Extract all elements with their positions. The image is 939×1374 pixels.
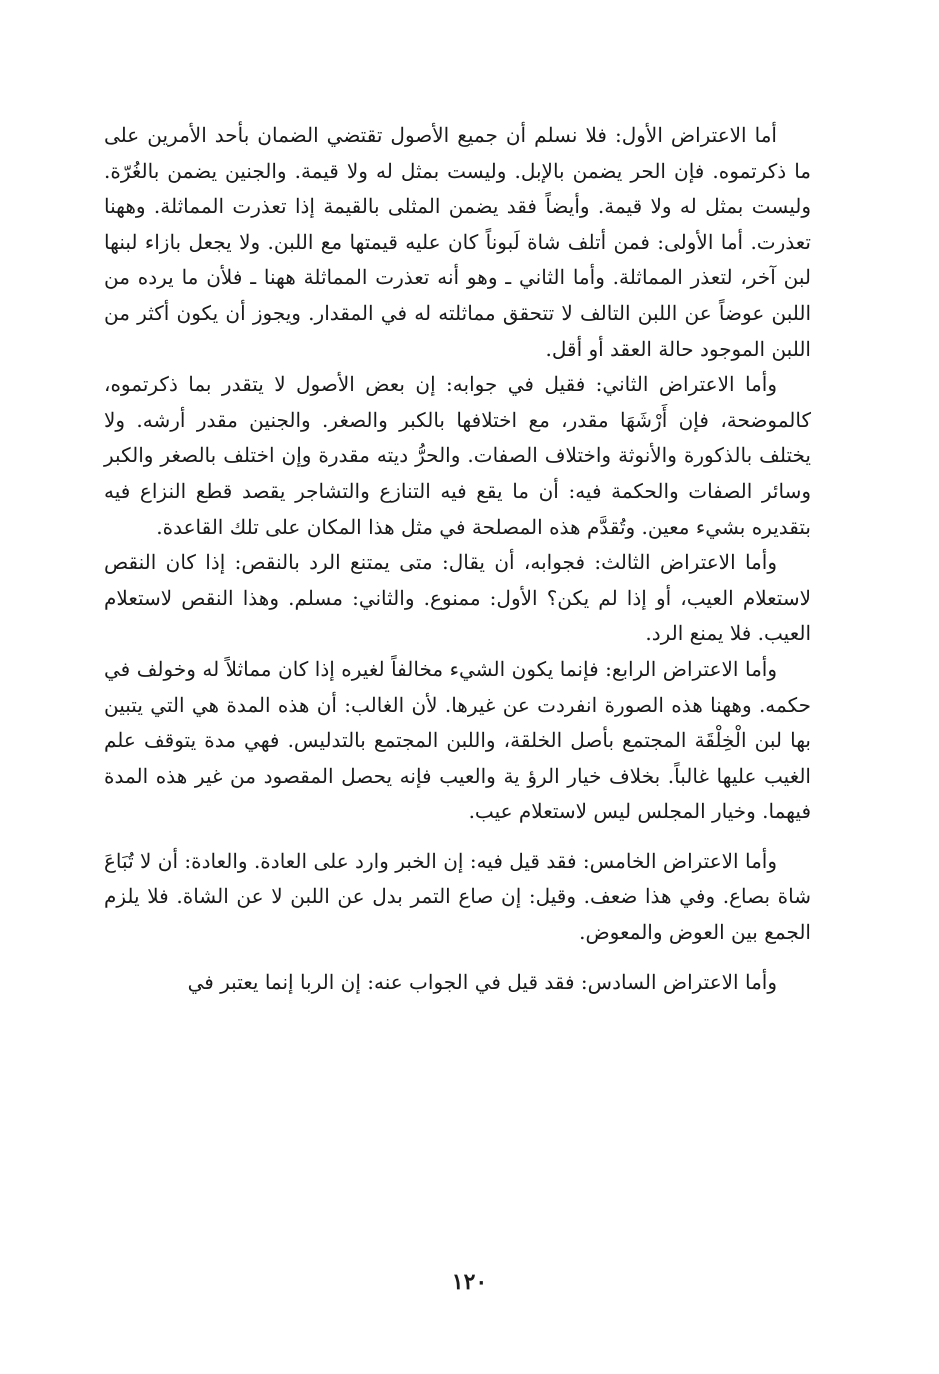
paragraph-fifth-objection: وأما الاعتراض الخامس: فقد قيل فيه: إن الخبر وارد على العادة. والعادة: أن لا تُبَاعَ شاة بصاع. وفي هذا ضعف. وقيل: إن صاع التمر بدل عن اللبن لا عن الشاة. فلا يلزم الجمع بين العوض والمعوض. bbox=[104, 848, 811, 945]
paragraph-fourth-objection: وأما الاعتراض الرابع: فإنما يكون الشيء مخالفاً لغيره إذا كان مماثلاً له وخولف في حكمه. وههنا هذه الصورة انفردت عن غيرها. لأن الغالب: أن هذه المدة هي التي يتبين بها لبن الْخِلْقَة المجتمع بأصل الخلقة، واللبن المجتمع بالتدليس. فهي مدة يتوقف علم الغيب عليها غالباً. بخلاف خيار الرؤ ية والعيب فإنه يحصل المقصود من غير هذه المدة فيهما. وخيار المجلس ليس لاستعلام عيب. bbox=[104, 656, 811, 824]
paragraph-first-objection: أما الاعتراض الأول: فلا نسلم أن جميع الأصول تقتضي الضمان بأحد الأمرين على ما ذكرتموه. فإن الحر يضمن بالإبل. وليست بمثل له ولا قيمة. والجنين يضمن بالغُرّة. وليست بمثل له ولا قيمة. وأيضاً فقد يضمن المثلى بالقيمة إذا تعذرت المماثلة. وههنا تعذرت. أما الأولى: فمن أتلف شاة لَبوناً كان عليه قيمتها مع اللبن. ولا يجعل بازاء لبنها لبن آخر، لتعذر المماثلة. وأما الثاني ـ وهو أنه تعذرت المماثلة ههنا ـ فلأن ما يرده من اللبن عوضاً عن اللبن التالف لا تتحقق مماثلته له في المقدار. ويجوز أن يكون أكثر من اللبن الموجود حالة العقد أو أقل. bbox=[104, 123, 811, 361]
paragraph-second-objection: وأما الاعتراض الثاني: فقيل في جوابه: إن بعض الأصول لا يتقدر بما ذكرتموه، كالموضحة، فإن أَرْشَهَا مقدر، مع اختلافها بالكبر والصغر. والجنين مقدر أرشه. ولا يختلف بالذكورة والأنوثة واختلاف الصفات. والحرُّ ديته مقدرة وإن اختلف بالصغر والكبر وسائر الصفات والحكمة فيه: أن ما يقع فيه التنازع والتشاجر يقصد قطع النزاع فيه بتقديره بشيء معين. وتُقدَّم هذه المصلحة في مثل هذا المكان على تلك القاعدة. bbox=[104, 372, 812, 539]
paragraph-third-objection: وأما الاعتراض الثالث: فجوابه، أن يقال: متى يمتنع الرد بالنقص: إذا كان النقص لاستعلام العيب، أو إذا لم يكن؟ الأول: ممنوع. والثاني: مسلم. وهذا النقص لاستعلام العيب. فلا يمنع الرد. bbox=[104, 550, 811, 646]
page-number: ١٢٠ bbox=[451, 1269, 488, 1295]
paragraph-sixth-objection: وأما الاعتراض السادس: فقد قيل في الجواب عنه: إن الربا إنما يعتبر في bbox=[187, 969, 777, 994]
body-text bbox=[104, 118, 811, 1000]
